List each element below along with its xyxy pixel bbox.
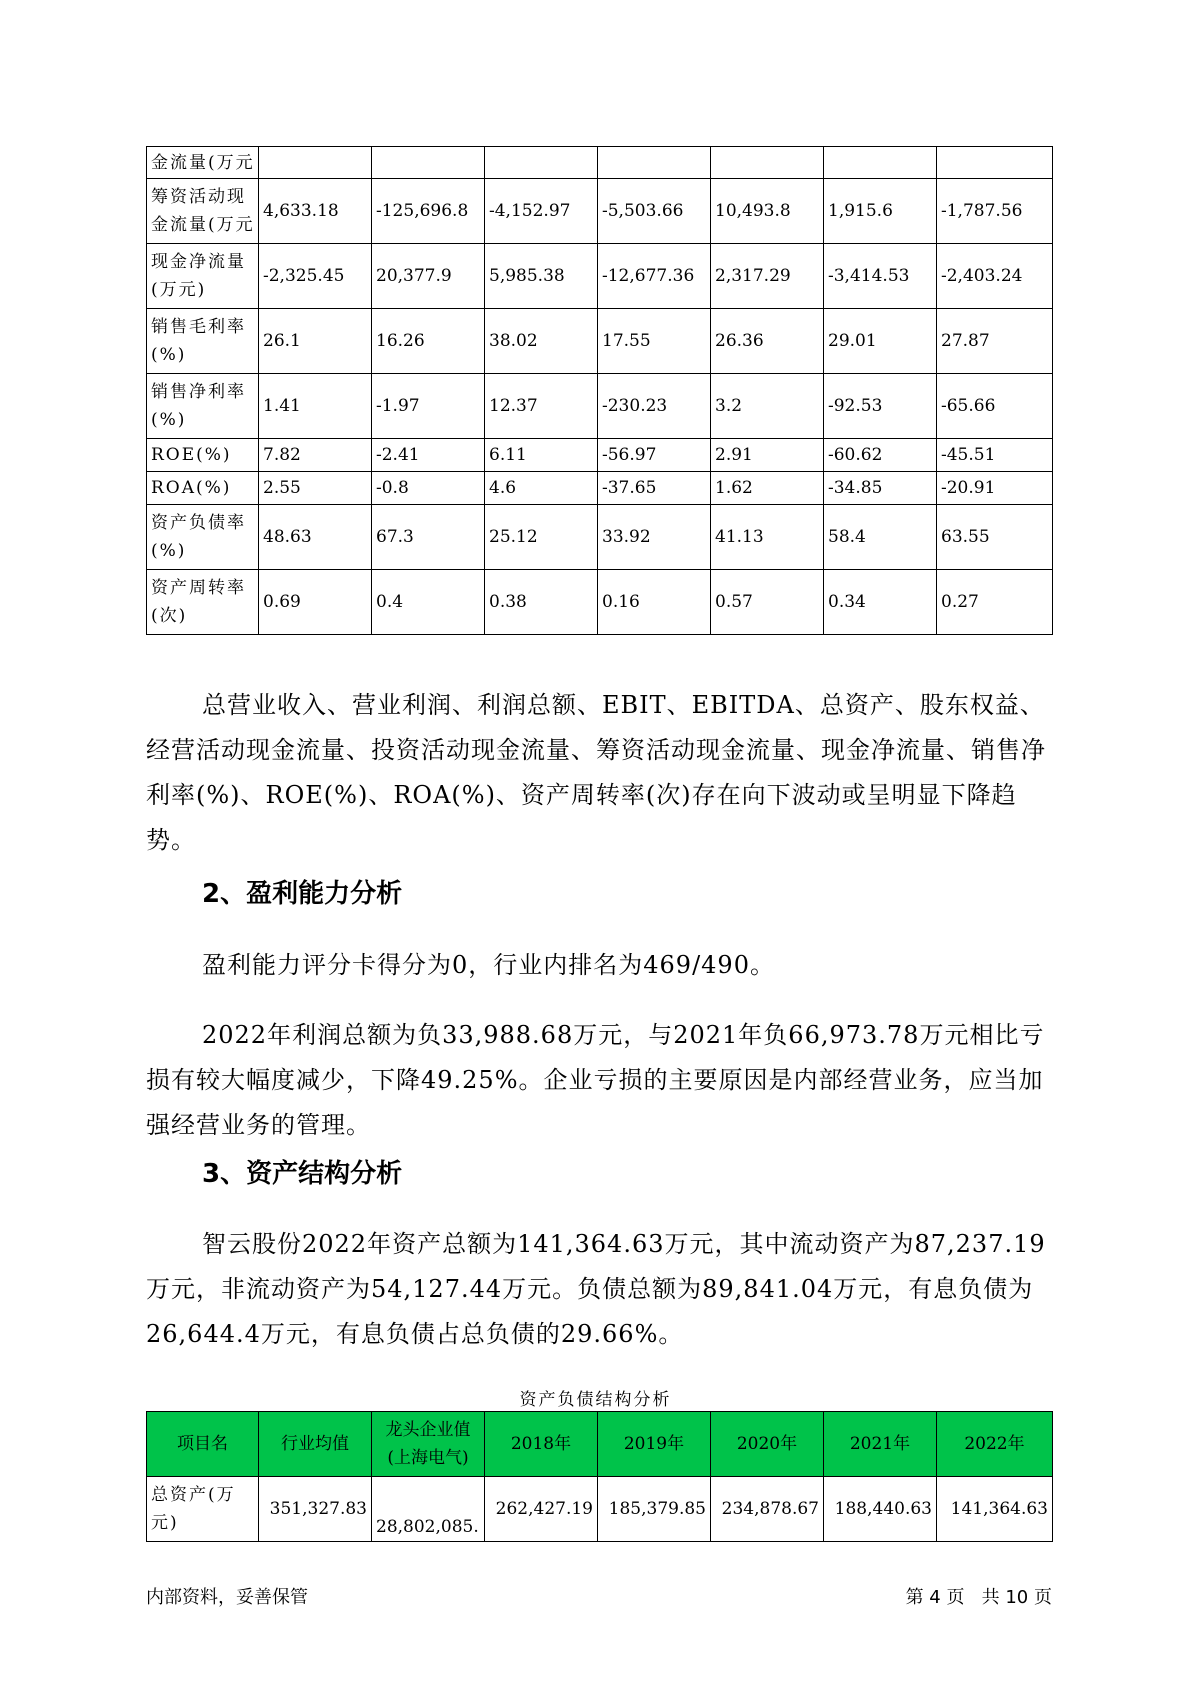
table-cell: -12,677.36: [598, 244, 711, 309]
table-cell: -92.53: [824, 374, 937, 439]
table-cell: 63.55: [937, 505, 1053, 570]
trend-summary-paragraph: 总营业收入、营业利润、利润总额、EBIT、EBITDA、总资产、股东权益、经营活动现金流量、投资活动现金流量、筹资活动现金流量、现金净流量、销售净利率(%)、ROE(%)、ROA(%)、资产周转率(次)存在向下波动或呈明显下降趋势。: [146, 691, 1046, 854]
asset-structure-paragraph: 智云股份2022年资产总额为141,364.63万元，其中流动资产为87,237.19万元，非流动资产为54,127.44万元。负债总额为89,841.04万元，有息负债为26,644.4万元，有息负债占总负债的29.66%。: [146, 1230, 1046, 1348]
table-cell: 2.91: [711, 439, 824, 472]
row-label: 销售净利率(%): [147, 374, 259, 439]
table-cell: -1.97: [372, 374, 485, 439]
table-cell: [824, 147, 937, 179]
table-cell: -3,414.53: [824, 244, 937, 309]
table-cell: 67.3: [372, 505, 485, 570]
row-label: 资产周转率(次): [147, 570, 259, 635]
table-cell: [598, 147, 711, 179]
table-cell: 262,427.19: [485, 1477, 598, 1542]
table-cell: [372, 147, 485, 179]
column-header: 龙头企业值(上海电气): [372, 1412, 485, 1477]
table-cell: 4.6: [485, 472, 598, 505]
table-cell: 26.36: [711, 309, 824, 374]
profit-analysis-paragraph: 2022年利润总额为负33,988.68万元，与2021年负66,973.78万元相比亏损有较大幅度减少，下降49.25%。企业亏损的主要原因是内部经营业务，应当加强经营业务的管理。: [146, 1021, 1045, 1139]
table-cell: 185,379.85: [598, 1477, 711, 1542]
table-row: [147, 472, 1053, 505]
table-cell: [259, 147, 372, 179]
table-row: [147, 147, 1053, 179]
table-cell: 29.01: [824, 309, 937, 374]
table-cell: 1,915.6: [824, 179, 937, 244]
table-cell: 41.13: [711, 505, 824, 570]
table-cell: -56.97: [598, 439, 711, 472]
table-cell: -125,696.8: [372, 179, 485, 244]
footer-confidential-note: 内部资料，妥善保管: [146, 1587, 308, 1608]
table-cell: -2,325.45: [259, 244, 372, 309]
table-cell: -45.51: [937, 439, 1053, 472]
row-label: 筹资活动现金流量(万元: [147, 179, 259, 244]
table-cell: 12.37: [485, 374, 598, 439]
row-label: ROE(%): [147, 439, 259, 472]
table-cell: 20,377.9: [372, 244, 485, 309]
table-cell: 0.16: [598, 570, 711, 635]
row-label: 销售毛利率(%): [147, 309, 259, 374]
table-cell: [937, 147, 1053, 179]
table-cell: 0.4: [372, 570, 485, 635]
table-row: [147, 179, 1053, 244]
table-cell: 10,493.8: [711, 179, 824, 244]
table-cell: 1.62: [711, 472, 824, 505]
table-cell: 3.2: [711, 374, 824, 439]
table-cell: 38.02: [485, 309, 598, 374]
financial-indicators-table: [146, 146, 1053, 635]
table-cell: -20.91: [937, 472, 1053, 505]
table-cell: 33.92: [598, 505, 711, 570]
table-cell: -2.41: [372, 439, 485, 472]
table-cell: 0.27: [937, 570, 1053, 635]
table-cell: [485, 147, 598, 179]
table-cell: 25.12: [485, 505, 598, 570]
table-cell: -1,787.56: [937, 179, 1053, 244]
table-cell: -65.66: [937, 374, 1053, 439]
section-heading-profitability: 2、盈利能力分析: [202, 879, 403, 909]
table-cell: 141,364.63: [937, 1477, 1053, 1542]
table-cell: 0.34: [824, 570, 937, 635]
table-row: [147, 439, 1053, 472]
column-header: 2022年: [937, 1412, 1053, 1477]
column-header: 2021年: [824, 1412, 937, 1477]
table-cell: -60.62: [824, 439, 937, 472]
table-cell: -4,152.97: [485, 179, 598, 244]
table-cell: 17.55: [598, 309, 711, 374]
row-label: 金流量(万元: [147, 147, 259, 179]
column-header: 2018年: [485, 1412, 598, 1477]
table-cell: [711, 147, 824, 179]
row-label: 总资产(万元): [147, 1477, 259, 1542]
table-row: [147, 309, 1053, 374]
column-header: 2019年: [598, 1412, 711, 1477]
table-cell: 0.38: [485, 570, 598, 635]
table-cell: -0.8: [372, 472, 485, 505]
table-cell: 351,327.83: [259, 1477, 372, 1542]
table-row: [147, 570, 1053, 635]
table-cell: 234,878.67: [711, 1477, 824, 1542]
table-cell: 0.57: [711, 570, 824, 635]
table-cell: -5,503.66: [598, 179, 711, 244]
table-cell: 1.41: [259, 374, 372, 439]
table-cell: 6.11: [485, 439, 598, 472]
table-cell: 188,440.63: [824, 1477, 937, 1542]
table-caption: 资产负债结构分析: [519, 1390, 672, 1410]
table-cell: 58.4: [824, 505, 937, 570]
table-row: [147, 505, 1053, 570]
profitability-score-paragraph: 盈利能力评分卡得分为0，行业内排名为469/490。: [202, 951, 775, 979]
balance-structure-table: [146, 1411, 1053, 1542]
table-header-row: [147, 1412, 1053, 1477]
table-row: [147, 1477, 1053, 1542]
table-cell: 48.63: [259, 505, 372, 570]
table-cell: -37.65: [598, 472, 711, 505]
table-cell: 4,633.18: [259, 179, 372, 244]
table-cell: 27.87: [937, 309, 1053, 374]
table-cell: 2,317.29: [711, 244, 824, 309]
table-cell: 26.1: [259, 309, 372, 374]
row-label: 资产负债率(%): [147, 505, 259, 570]
table-cell: 7.82: [259, 439, 372, 472]
table-cell: -34.85: [824, 472, 937, 505]
table-row: [147, 244, 1053, 309]
column-header: 项目名: [147, 1412, 259, 1477]
section-heading-asset-structure: 3、资产结构分析: [202, 1159, 403, 1189]
table-row: [147, 374, 1053, 439]
table-cell: 0.69: [259, 570, 372, 635]
row-label: ROA(%): [147, 472, 259, 505]
row-label: 现金净流量(万元): [147, 244, 259, 309]
table-cell: 16.26: [372, 309, 485, 374]
footer-page-number: 第 4 页 共 10 页: [905, 1587, 1052, 1608]
table-cell: 2.55: [259, 472, 372, 505]
table-cell: -2,403.24: [937, 244, 1053, 309]
table-cell: 28,802,085.: [372, 1477, 485, 1542]
column-header: 行业均值: [259, 1412, 372, 1477]
table-cell: 5,985.38: [485, 244, 598, 309]
table-cell: -230.23: [598, 374, 711, 439]
column-header: 2020年: [711, 1412, 824, 1477]
